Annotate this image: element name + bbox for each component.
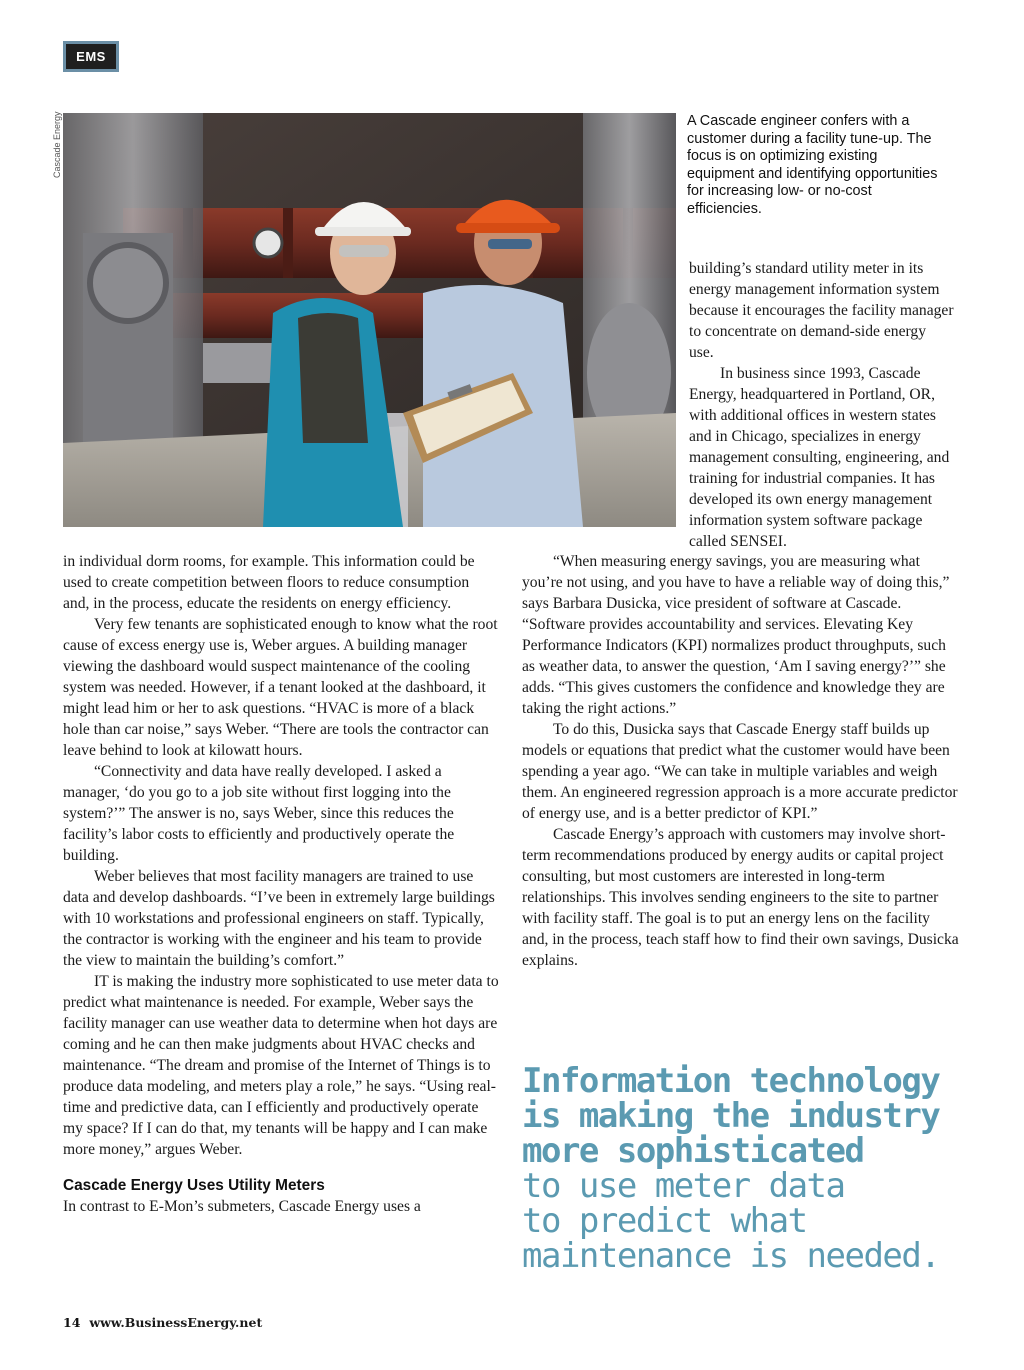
- photo-caption: A Cascade engineer confers with a customer during a facility tune-up. The focus is on optimizing existing equipment and identifying opportunities for increasing low- or no-cost efficiencies.: [687, 113, 938, 217]
- body-paragraph: Cascade Energy’s approach with customers may involve short-term recommendations produced by energy audits or capital project consulting, but most customers are interested in long-term relationships. This involves sending engineers to the site to partner with facility staff. The goal is to put an energy lens on the facility and, in the process, teach staff how to find their own savings, Dusicka explains.: [522, 826, 959, 969]
- body-paragraph: In contrast to E-Mon’s submeters, Cascade Energy uses a: [63, 1198, 421, 1215]
- body-paragraph: IT is making the industry more sophisticated to use meter data to predict what maintenance is needed. For example, Weber says the facility manager can use weather data to determine when hot days are coming and he can then make judgments about HVAC checks and maintenance. “The dream and promise of the Internet of Things is to produce data modeling, and meters play a role,” he says. “Using real-time and predictive data, can I efficiently and productively operate my space? If I can do that, my tenants will be happy and I can make more money,” argues Weber.: [63, 973, 499, 1158]
- body-paragraph: To do this, Dusicka says that Cascade Energy staff builds up models or equations that predict what the customer would have been spending a year ago. “We can take in multiple variables and weigh them. An engineered regression approach is a more accurate predictor of energy use, and is a better predictor of KPI.”: [522, 721, 958, 822]
- section-subheading: Cascade Energy Uses Utility Meters: [63, 1177, 325, 1194]
- photo-credit: Cascade Energy: [52, 111, 62, 178]
- pull-quote-bold-line: is making the industry: [522, 1096, 940, 1136]
- pull-quote-bold-line: more sophisticated: [522, 1131, 864, 1171]
- body-paragraph: “Connectivity and data have really developed. I asked a manager, ‘do you go to a job site without first logging into the system?’” The answer is no, says Weber, since this reduces the facility’s labor costs to efficiently and productively operate the building.: [63, 763, 455, 864]
- pull-quote-line: to use meter data: [522, 1166, 845, 1206]
- body-paragraph: building’s standard utility meter in its energy management information system because it encourages the facility manager to concentrate on demand-side energy use.: [689, 260, 954, 361]
- article-column-left: [63, 551, 499, 1217]
- page-footer: [63, 1315, 262, 1330]
- photo-illustration: [63, 113, 676, 527]
- pull-quote-bold-line: Information technology: [522, 1061, 940, 1101]
- article-photo: [63, 113, 676, 527]
- pull-quote-line: to predict what: [522, 1201, 807, 1241]
- article-column-right: [522, 551, 960, 971]
- body-paragraph: in individual dorm rooms, for example. This information could be used to create competition between floors to reduce consumption and, in the process, educate the residents on energy efficiency.: [63, 553, 475, 612]
- pull-quote-line: maintenance is needed.: [522, 1236, 940, 1276]
- section-tag-label: EMS: [76, 49, 106, 64]
- body-paragraph: Weber believes that most facility managers are trained to use data and develop dashboards. “I’ve been in extremely large buildings with 10 workstations and professional engineers on staff. Typically, the contractor is working with the engineer and his team to provide the view to maintain the building’s comfort.”: [63, 868, 495, 969]
- article-column-right-top: [689, 258, 954, 552]
- page-number: 14: [63, 1315, 81, 1330]
- section-tag: [63, 41, 119, 72]
- body-paragraph: Very few tenants are sophisticated enough to know what the root cause of excess energy use is, Weber argues. A building manager viewing the dashboard would suspect maintenance of the cooling system was needed. However, if a tenant looked at the dashboard, it might lead him or her to ask questions. “HVAC is more of a black hole than car noise,” says Weber. “There are tools the contractor can leave behind to look at kilowatt hours.: [63, 616, 498, 759]
- footer-website-link[interactable]: www.BusinessEnergy.net: [89, 1315, 263, 1330]
- body-paragraph: “When measuring energy savings, you are measuring what you’re not using, and you have to have a reliable way of doing this,” says Barbara Dusicka, vice president of software at Cascade. “Software provides accountability and services. Elevating Key Performance Indicators (KPI) normalizes product throughputs, such as weather data, to answer the question, ‘Am I saving energy?’” she adds. “This gives customers the confidence and knowledge they are taking the right actions.”: [522, 553, 950, 717]
- body-paragraph: In business since 1993, Cascade Energy, headquartered in Portland, OR, with additional offices in western states and in Chicago, specializes in energy management consulting, engineering, and training for industrial companies. It has developed its own energy management information system software package called SENSEI.: [689, 365, 950, 550]
- pull-quote: [522, 1061, 982, 1276]
